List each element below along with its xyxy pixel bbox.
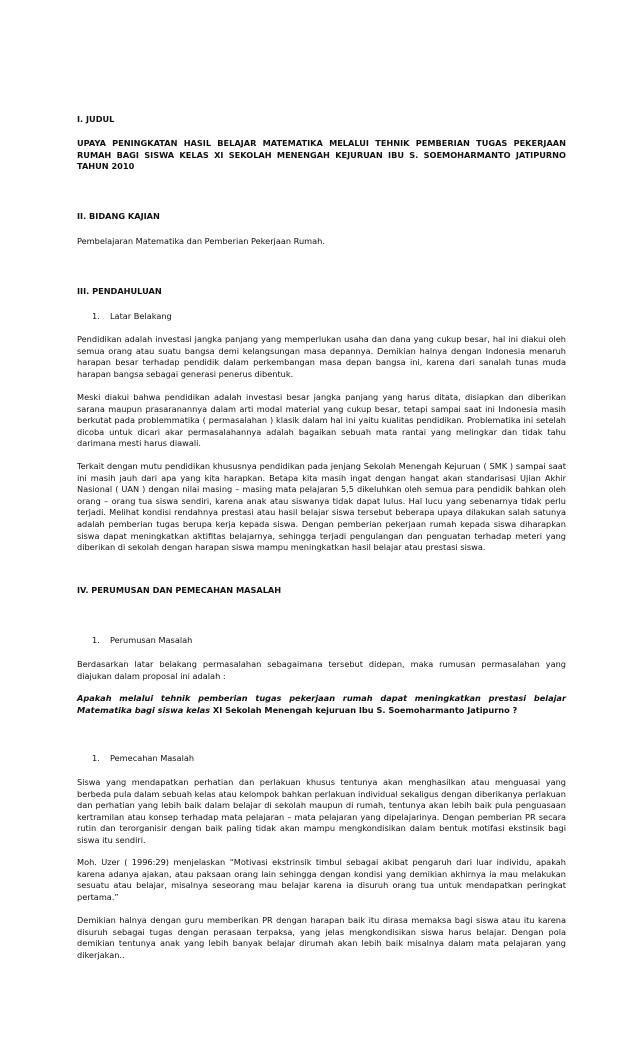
paragraph: Pendidikan adalah investasi jangka panjang yang memperlukan usaha dan dana yang cukup besar, hal ini diakui oleh semua orang atau suatu bangsa demi kelangsungan masa depannya. Demikian halnya dengan Indonesia menaruh harapan besar terhadap pendidik dalam perkembangan masa depan bangsa ini, karena dari sanalah tunas muda harapan bangsa sebagai generasi penerus dibentuk. <box>77 334 566 379</box>
list-item-latar-belakang <box>92 311 172 323</box>
bidang-kajian-text: Pembelajaran Matematika dan Pemberian Pekerjaan Rumah. <box>77 236 325 246</box>
paragraph: Demikian halnya dengan guru memberikan PR dengan harapan baik itu dirasa memaksa bagi siswa atau itu karena disuruh sebagai tugas dengan perasaan terpaksa, yang jelas mengkondisikan siswa harus belajar. Dengan pola demikian tentunya anak yang lebih banyak belajar dirumah akan lebih baik misalnya dalam mata pelajaran yang dikerjakan.. <box>77 915 566 960</box>
list-number: 1. <box>92 753 100 763</box>
research-question <box>77 693 566 716</box>
list-label: Perumusan Masalah <box>110 635 193 645</box>
paragraph: Terkait dengan mutu pendidikan khususnya pendidikan pada jenjang Sekolah Menengah Kejuruan ( SMK ) sampai saat ini masih jauh dari apa yang kita harapkan. Betapa kita masih ingat dengan hangat akan standarisasi Ujian Akhir Nasional ( UAN ) dengan nilai masing – masing mata pelajaran 5,5 dikeluhkan oleh semua para pendidik bahkan oleh orang – orang tua siswa sendiri, karena anak atau siswanya tidak dapat lulus. Hal lucu yang sebenarnya tidak perlu terjadi. Melihat kondisi rendahnya prestasi atau hasil belajar siswa tersebut beberapa upaya dilakukan salah satunya adalah pemberian tugas berupa kerja kepada siswa. Dengan pemberian pekerjaan rumah kepada siswa diharapkan siswa dapat meningkatkan aktifitas belajarnya, sehingga terjadi pengulangan dan penguatan terhadap meteri yang diberikan di sekolah dengan harapan siswa mampu meningkatkan hasil belajar atau prestasi siswa. <box>77 461 566 553</box>
list-number: 1. <box>92 311 100 321</box>
list-item-pemecahan-masalah <box>92 753 194 765</box>
paragraph: Meski diakui bahwa pendidikan adalah investasi besar jangka panjang yang harus ditata, disiapkan dan diberikan sarana maupun prasaranannya dalam arti modal material yang cukup besar, tetapi sampai saat ini Indonesia masih berkutat pada problemmatika ( permasalahan ) klasik dalam hal ini yaitu kualitas pendidikan. Problematika ini setelah dicoba untuk dicari akar permasalahannya adalah bagaikan sebuah mata rantai yang melingkar dan tidak tahu darimana mesti harus diawali. <box>77 392 566 449</box>
list-label: Pemecahan Masalah <box>110 753 195 763</box>
research-question-italic: Apakah melalui tehnik pemberian tugas pekerjaan rumah dapat meningkatkan prestasi belajar Matematika bagi siswa kelas <box>77 693 566 715</box>
paragraph: Berdasarkan latar belakang permasalahan sebagaimana tersebut didepan, maka rumusan permasalahan yang diajukan dalam proposal ini adalah : <box>77 659 566 681</box>
heading-judul: I. JUDUL <box>77 114 115 124</box>
list-number: 1. <box>92 635 100 645</box>
research-question-rest: XI Sekolah Menengah kejuruan Ibu S. Soemoharmanto Jatipurno ? <box>210 704 518 715</box>
heading-bidang-kajian: II. BIDANG KAJIAN <box>77 211 160 221</box>
heading-perumusan: IV. PERUMUSAN DAN PEMECAHAN MASALAH <box>77 585 282 595</box>
paragraph: Siswa yang mendapatkan perhatian dan perlakuan khusus tentunya akan menghasilkan atau menguasai yang berbeda pula dalam sebuah kelas atau kelompok bahkan perlakuan individual sekaligus dengan diberikanya perlakuan dan perhatian yang lebih baik dalam belajar di sekolah maupun di rumah, tentunya akan lebih baik pula penguasaan kertramilan atau konsep terhadap mata pelajaran – mata pelajaran yang dipelajarinya. Dengan pemberian PR secara rutin dan terorganisir dengan baik paling tidak akan mampu mengkondisikan dalam bentuk motifasi ekstinsik bagi siswa itu sendiri. <box>77 777 566 845</box>
list-item-perumusan-masalah <box>92 635 192 647</box>
paragraph: Moh. Uzer ( 1996:29) menjelaskan “Motivasi ekstrinsik timbul sebagai akibat pengaruh dari luar individu, apakah karena adanya ajakan, atau paksaan orang lain sehingga dengan kondisi yang demikian akhirnya ia mau melakukan sesuatu atau belajar, misalnya seseorang mau belajar karena ia disuruh orang tua untuk mendapatkan peringkat pertama.” <box>77 857 566 902</box>
heading-pendahuluan: III. PENDAHULUAN <box>77 286 162 296</box>
list-label: Latar Belakang <box>110 311 172 321</box>
document-title: UPAYA PENINGKATAN HASIL BELAJAR MATEMATIKA MELALUI TEHNIK PEMBERIAN TUGAS PEKERJAAN RUMAH BAGI SISWA KELAS XI SEKOLAH MENENGAH KEJURUAN IBU S. SOEMOHARMANTO JATIPURNO TAHUN 2010 <box>77 138 566 172</box>
